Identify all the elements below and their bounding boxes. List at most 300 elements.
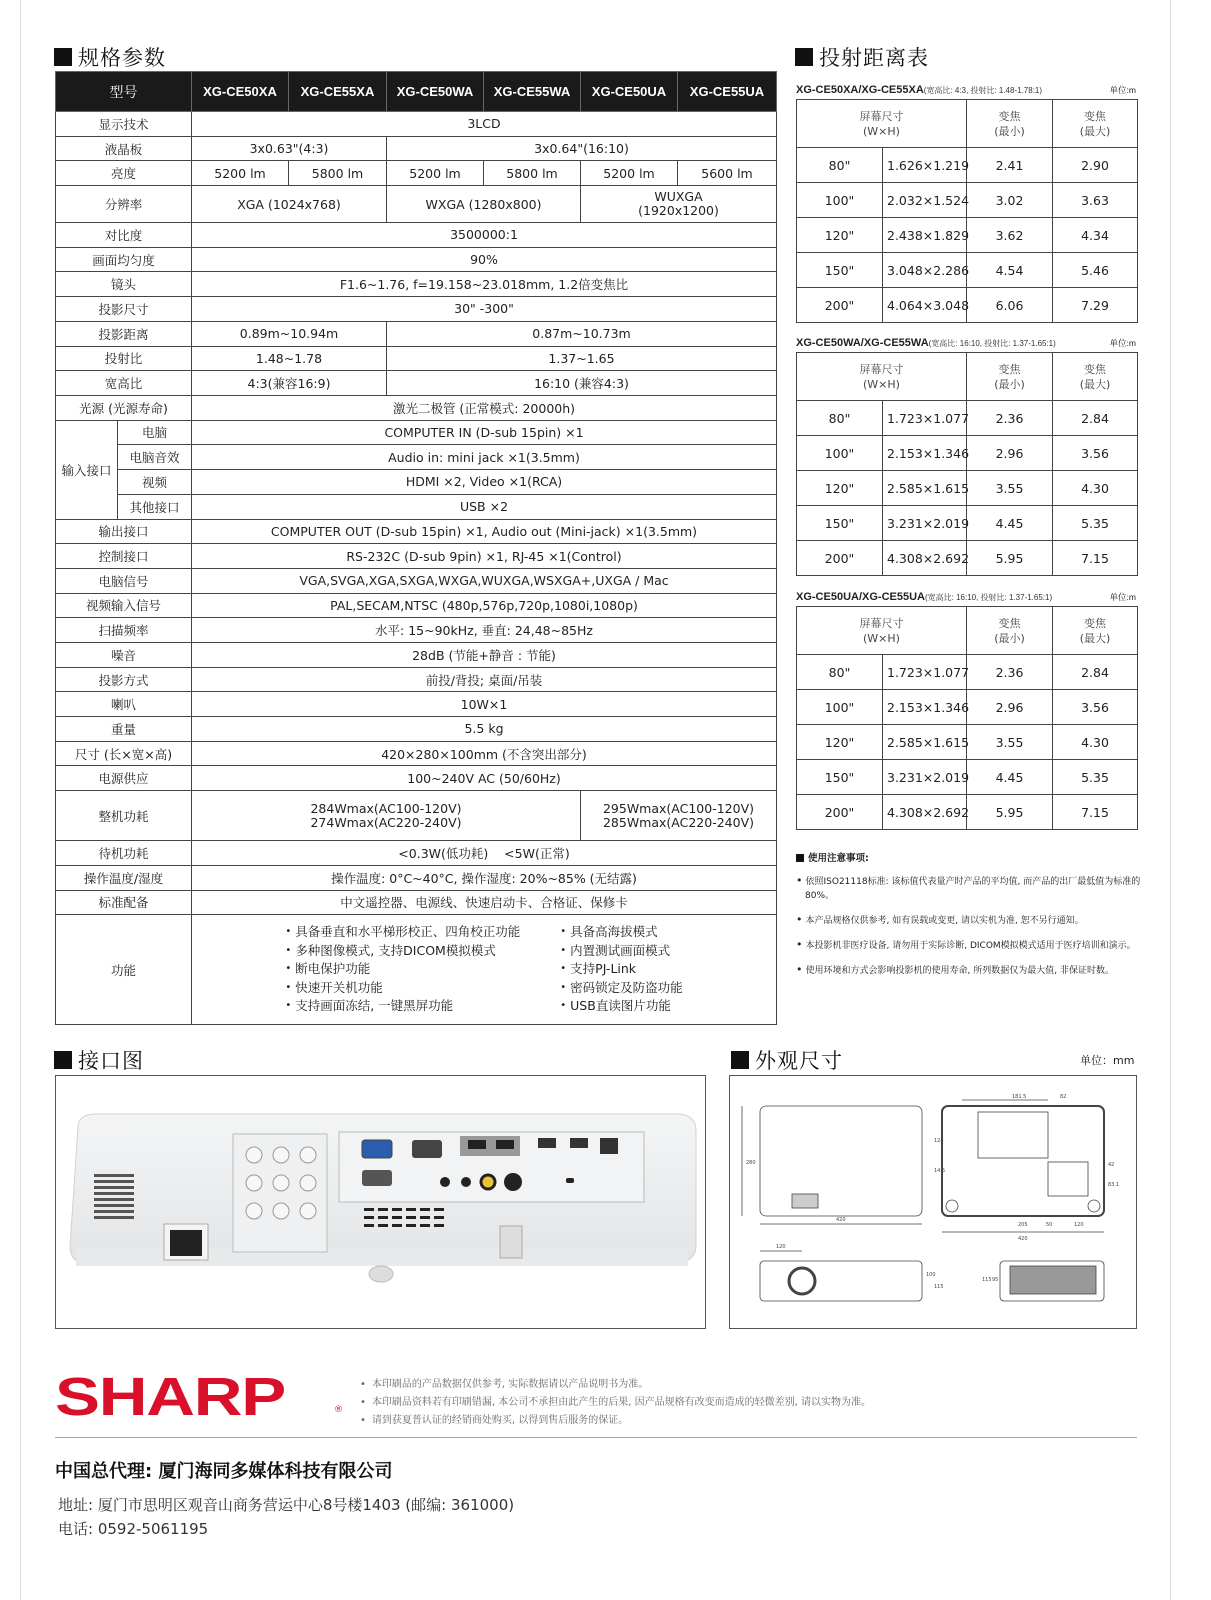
zoom-max: 5.46 [1053, 253, 1138, 288]
row-value: RS-232C (D-sub 9pin) ×1, RJ-45 ×1(Control) [192, 544, 777, 569]
dim-top-width: 420 [836, 1217, 846, 1223]
table-row [56, 321, 777, 346]
vga-out-port-icon [412, 1140, 442, 1158]
screen-inch: 200" [797, 288, 883, 323]
row-label: 尺寸 (长×宽×高) [56, 741, 192, 766]
row-value: 3x0.64"(16:10) [387, 136, 777, 161]
address: 地址: 厦门市思明区观音山商务营运中心8号楼1403 (邮编: 361000) [58, 1496, 515, 1514]
row-label: 重量 [56, 717, 192, 742]
row-value [581, 791, 777, 841]
lan-port-icon [600, 1138, 618, 1154]
row-label: 亮度 [56, 161, 192, 186]
rear-foot [500, 1226, 522, 1258]
row-value: 4:3(兼容16:9) [192, 371, 387, 396]
screen-inch: 120" [797, 725, 883, 760]
header-text: 屏幕尺寸 [859, 109, 904, 123]
row-value: 前投/背投; 桌面/吊装 [192, 667, 777, 692]
screen-inch: 150" [797, 253, 883, 288]
header-text: 变焦 [998, 616, 1021, 630]
row-label: 投影尺寸 [56, 297, 192, 322]
screen-wh: 1.626×1.219 [883, 148, 967, 183]
zoom-min: 2.96 [967, 690, 1053, 725]
row-value: 3500000:1 [192, 223, 777, 248]
power-line: 274Wmax(AC220-240V) [310, 814, 462, 830]
row-value: COMPUTER OUT (D-sub 15pin) ×1, Audio out (Mini-jack) ×1(3.5mm) [192, 519, 777, 544]
zoom-min: 2.36 [967, 401, 1053, 436]
throw-row [797, 471, 1138, 506]
zoom-min: 2.96 [967, 436, 1053, 471]
header-zoom-max [1053, 607, 1138, 655]
header-text: 变焦 [998, 109, 1021, 123]
top-view-outline [760, 1106, 922, 1216]
zoom-max: 3.56 [1053, 690, 1138, 725]
disclaimer-item: • 请到获夏普认证的经销商处购买, 以得到售后服务的保证。 [360, 1412, 871, 1430]
sharp-logo: SHARP [55, 1367, 286, 1427]
power-line: 295Wmax(AC100-120V) [602, 800, 755, 816]
dim-side-a: 124 [934, 1138, 944, 1144]
zoom-min: 6.06 [967, 288, 1053, 323]
throw-row [797, 541, 1138, 576]
input-sub-label: 其他接口 [129, 499, 180, 515]
throw-table [796, 352, 1138, 576]
zoom-max: 2.84 [1053, 401, 1138, 436]
throw-note: (宽高比: 16:10, 投射比: 1.37-1.65:1) [928, 339, 1056, 348]
zoom-max: 4.30 [1053, 725, 1138, 760]
table-row [56, 643, 777, 668]
throw-row [797, 183, 1138, 218]
row-value: USB ×2 [192, 494, 777, 519]
header-zoom-min [967, 100, 1053, 148]
header-label: 型号 [56, 72, 192, 112]
row-value: 28dB (节能+静音 : 节能) [192, 643, 777, 668]
model-header: XG-CE55XA [289, 72, 387, 112]
dim-side-d: 83.1 [1108, 1182, 1120, 1188]
dim-rear-h2: 95 [992, 1277, 999, 1283]
row-label: 液晶板 [56, 136, 192, 161]
zoom-min: 2.36 [967, 655, 1053, 690]
model-header: XG-CE50WA [387, 72, 484, 112]
screen-wh: 2.585×1.615 [883, 471, 967, 506]
feature-item: • 支持画面冻结, 一键黑屏功能 [285, 997, 520, 1016]
throw-model: XG-CE50XA/XG-CE55XA [796, 84, 924, 96]
row-value: WXGA (1280x800) [387, 186, 581, 223]
zoom-max: 3.56 [1053, 436, 1138, 471]
table-row [56, 791, 777, 841]
throw-note: (宽高比: 4:3, 投射比: 1.48-1.78:1) [923, 86, 1043, 95]
throw-row [797, 690, 1138, 725]
throw-row [797, 506, 1138, 541]
front-lens-icon [789, 1268, 815, 1294]
dimensions-diagram [729, 1075, 1137, 1329]
row-value: 3x0.63"(4:3) [192, 136, 387, 161]
table-row [56, 346, 777, 371]
throw-row [797, 436, 1138, 471]
zoom-min: 4.54 [967, 253, 1053, 288]
table-row [56, 741, 777, 766]
throw-row [797, 760, 1138, 795]
table-row [56, 544, 777, 569]
dimensions-title-text: 外观尺寸 [755, 1049, 843, 1073]
row-value: Audio in: mini jack ×1(3.5mm) [192, 445, 777, 470]
row-value: F1.6~1.76, f=19.158~23.018mm, 1.2倍变焦比 [192, 272, 777, 297]
feature-item: • 具备高海拔模式 [560, 923, 682, 942]
row-label: 喇叭 [56, 692, 192, 717]
screen-wh: 4.308×2.692 [883, 795, 967, 830]
dim-side-b: 14.5 [934, 1168, 946, 1174]
zoom-max: 4.30 [1053, 471, 1138, 506]
dimensions-section-title [731, 1045, 843, 1075]
feature-item: • 断电保护功能 [285, 960, 520, 979]
screen-inch: 80" [797, 401, 883, 436]
usb1-port-icon [538, 1138, 556, 1148]
table-row [56, 717, 777, 742]
row-value: 5800 lm [289, 161, 387, 186]
zoom-min: 4.45 [967, 760, 1053, 795]
ir-sensor-icon [504, 1173, 522, 1191]
table-row [56, 371, 777, 396]
zoom-min: 3.62 [967, 218, 1053, 253]
dim-bottom-b: 82 [1060, 1094, 1067, 1100]
table-row [56, 161, 777, 186]
note-item: • 使用环境和方式会影响投影机的使用寿命, 所列数据仅为最大值, 非保证时数。 [796, 963, 1146, 978]
row-label: 噪音 [56, 643, 192, 668]
bottom-panel [978, 1112, 1048, 1158]
note-item: • 本产品规格仅供参考, 如有误载或变更, 请以实机为准, 恕不另行通知。 [796, 913, 1146, 928]
row-label: 镜头 [56, 272, 192, 297]
zoom-max: 5.35 [1053, 506, 1138, 541]
zoom-min: 4.45 [967, 506, 1053, 541]
note-item: • 依照ISO21118标准: 该标值代表量产时产品的平均值, 而产品的出厂最低值为标准的80%。 [796, 874, 1146, 903]
throw-header-row [797, 353, 1138, 401]
throw-unit: 单位:m [1109, 85, 1136, 95]
row-value [581, 186, 777, 223]
dim-bottom-a: 181.5 [1012, 1094, 1027, 1100]
row-value: 5800 lm [484, 161, 581, 186]
square-bullet-icon [54, 1051, 72, 1069]
table-row [56, 272, 777, 297]
zoom-max: 3.63 [1053, 183, 1138, 218]
zoom-max: 2.84 [1053, 655, 1138, 690]
header-subtext: (最大) [1079, 631, 1111, 645]
table-row [56, 112, 777, 137]
zoom-max: 7.15 [1053, 795, 1138, 830]
throw-unit: 单位:m [1109, 592, 1136, 602]
model-header: XG-CE55UA [678, 72, 777, 112]
zoom-min: 5.95 [967, 541, 1053, 576]
specs-section-title [54, 42, 166, 72]
page-edge-right [1170, 0, 1171, 1600]
footer-divider [55, 1437, 1137, 1438]
row-value: 5200 lm [387, 161, 484, 186]
table-row [56, 692, 777, 717]
interface-title-text: 接口图 [78, 1049, 144, 1073]
row-label: 投射比 [56, 346, 192, 371]
disclaimer-item: • 本印刷品的产品数据仅供参考, 实际数据请以产品说明书为准。 [360, 1376, 871, 1394]
table-row [56, 568, 777, 593]
screen-inch: 100" [797, 436, 883, 471]
power-line: 284Wmax(AC100-120V) [310, 800, 462, 816]
input-sub-label: 视频 [118, 470, 191, 495]
throw-row [797, 218, 1138, 253]
header-zoom-max [1053, 100, 1138, 148]
spec-table [55, 71, 777, 1025]
header-text: 变焦 [1084, 616, 1106, 630]
throw-table [796, 606, 1138, 830]
row-value: 100~240V AC (50/60Hz) [192, 766, 777, 791]
row-group-label [56, 420, 192, 519]
row-label: 视频输入信号 [56, 593, 192, 618]
foot-icon [946, 1200, 958, 1212]
throw-row [797, 795, 1138, 830]
throw-note: (宽高比: 16:10, 投射比: 1.37-1.65:1) [924, 593, 1053, 602]
table-row [56, 593, 777, 618]
screen-wh: 1.723×1.077 [883, 655, 967, 690]
table-row [56, 766, 777, 791]
ac-power-inlet-icon [170, 1230, 202, 1256]
agent-name: 中国总代理: 厦门海同多媒体科技有限公司 [55, 1461, 393, 1482]
feature-item: • 内置测试画面模式 [560, 942, 682, 961]
disclaimers [360, 1376, 871, 1430]
zoom-max: 5.35 [1053, 760, 1138, 795]
zoom-min: 3.55 [967, 725, 1053, 760]
model-header: XG-CE55WA [484, 72, 581, 112]
row-value: 0.87m~10.73m [387, 321, 777, 346]
header-subtext: (最小) [994, 631, 1025, 645]
row-label: 功能 [56, 915, 192, 1025]
disclaimer-item: • 本印刷品资料若有印刷错漏, 本公司不承担由此产生的后果, 因产品规格有改变而造成的轻微差别, 请以实物为准。 [360, 1394, 871, 1412]
note-item: • 本投影机非医疗设备, 请勿用于实际诊断, DICOM模拟模式适用于医疗培训和演示。 [796, 938, 1146, 953]
screen-wh: 4.308×2.692 [883, 541, 967, 576]
row-label: 画面均匀度 [56, 247, 192, 272]
row-label: 投影距离 [56, 321, 192, 346]
rear-vent-icon [1010, 1266, 1096, 1294]
table-row [56, 618, 777, 643]
front-foot [369, 1266, 393, 1282]
row-value: COMPUTER IN (D-sub 15pin) ×1 [192, 420, 777, 445]
zoom-min: 3.02 [967, 183, 1053, 218]
notes-title: 使用注意事项: [796, 852, 1146, 866]
row-value: 420×280×100mm (不含突出部分) [192, 741, 777, 766]
screen-inch: 120" [797, 218, 883, 253]
dimension-drawing [730, 1076, 1137, 1329]
row-label: 操作温度/湿度 [56, 865, 192, 890]
header-subtext: (W×H) [863, 124, 900, 138]
dim-front-h2: 115 [934, 1284, 944, 1290]
row-value: 操作温度: 0°C~40°C, 操作湿度: 20%~85% (无结露) [192, 865, 777, 890]
throw-model: XG-CE50UA/XG-CE55UA [796, 591, 925, 603]
feature-item: • 多种图像模式, 支持DICOM模拟模式 [285, 942, 520, 961]
rca-video-jack-icon [481, 1175, 495, 1189]
res-ua-line2: (1920x1200) [638, 203, 719, 219]
row-value: 10W×1 [192, 692, 777, 717]
throw-row [797, 288, 1138, 323]
interface-section-title [54, 1045, 144, 1075]
res-ua-line1: WUXGA [654, 189, 703, 205]
header-subtext: (最大) [1079, 124, 1111, 138]
throw-table-caption [796, 84, 1136, 96]
audio-in-jack-icon [461, 1177, 471, 1187]
rs232-port-icon [362, 1170, 392, 1186]
header-zoom-min [967, 353, 1053, 401]
row-value: 5200 lm [581, 161, 678, 186]
screen-wh: 2.153×1.346 [883, 690, 967, 725]
row-label: 标准配备 [56, 890, 192, 915]
throw-model: XG-CE50WA/XG-CE55WA [796, 337, 929, 349]
header-text: 变焦 [1084, 362, 1106, 376]
header-screen-size [797, 607, 967, 655]
row-label: 扫描频率 [56, 618, 192, 643]
bottom-panel-2 [1048, 1162, 1088, 1196]
table-row [56, 841, 777, 866]
feature-item: • 支持PJ-Link [560, 960, 682, 979]
table-row [56, 395, 777, 420]
throw-row [797, 655, 1138, 690]
dim-bottom-c: 205 [1018, 1222, 1028, 1228]
screen-wh: 3.048×2.286 [883, 253, 967, 288]
zoom-min: 5.95 [967, 795, 1053, 830]
dim-top-depth: 280 [746, 1160, 756, 1166]
row-value: HDMI ×2, Video ×1(RCA) [192, 470, 777, 495]
feature-item: • 具备垂直和水平梯形校正、四角校正功能 [285, 923, 520, 942]
header-screen-size [797, 100, 967, 148]
row-value: <0.3W(低功耗) <5W(正常) [192, 841, 777, 866]
row-value: XGA (1024x768) [192, 186, 387, 223]
table-row [56, 186, 777, 223]
header-text: 变焦 [1084, 109, 1106, 123]
row-value: 1.37~1.65 [387, 346, 777, 371]
row-value [192, 791, 581, 841]
row-value: 5.5 kg [192, 717, 777, 742]
table-row [56, 247, 777, 272]
throw-unit: 单位:m [1109, 338, 1136, 348]
contact-info [58, 1493, 514, 1541]
row-label: 宽高比 [56, 371, 192, 396]
screen-wh: 1.723×1.077 [883, 401, 967, 436]
input-sub-label: 电脑 [118, 421, 191, 446]
table-row [56, 865, 777, 890]
usb2-port-icon [570, 1138, 588, 1148]
screen-wh: 3.231×2.019 [883, 760, 967, 795]
row-value: 16:10 (兼容4:3) [387, 371, 777, 396]
screen-wh: 3.231×2.019 [883, 506, 967, 541]
row-label: 输出接口 [56, 519, 192, 544]
row-value [192, 915, 777, 1025]
throw-title-text: 投射距离表 [819, 46, 929, 70]
screen-inch: 120" [797, 471, 883, 506]
throw-header-row [797, 100, 1138, 148]
page-edge-left [20, 0, 21, 1600]
dim-side-c: 42 [1108, 1162, 1115, 1168]
table-row [56, 136, 777, 161]
table-row [56, 667, 777, 692]
header-subtext: (W×H) [863, 631, 900, 645]
hdmi2-port-icon [496, 1140, 514, 1149]
header-subtext: (最小) [994, 124, 1025, 138]
screen-inch: 150" [797, 760, 883, 795]
dim-bottom-width: 420 [1018, 1236, 1028, 1242]
feature-item: • 快速开关机功能 [285, 979, 520, 998]
screen-inch: 100" [797, 183, 883, 218]
zoom-max: 7.29 [1053, 288, 1138, 323]
row-label: 分辨率 [56, 186, 192, 223]
screen-wh: 2.585×1.615 [883, 725, 967, 760]
throw-row [797, 148, 1138, 183]
row-value: VGA,SVGA,XGA,SXGA,WXGA,WUXGA,WSXGA+,UXGA / Mac [192, 568, 777, 593]
table-row [56, 223, 777, 248]
table-row [56, 519, 777, 544]
screen-inch: 80" [797, 655, 883, 690]
foot-icon [1088, 1200, 1100, 1212]
input-sub-label: 电脑音效 [118, 445, 191, 470]
screen-wh: 2.153×1.346 [883, 436, 967, 471]
throw-table [796, 99, 1138, 323]
throw-row [797, 401, 1138, 436]
usage-notes [796, 852, 1146, 988]
throw-table-caption [796, 591, 1136, 603]
projector-rear-image [56, 1076, 706, 1329]
model-header: XG-CE50UA [581, 72, 678, 112]
model-header: XG-CE50XA [192, 72, 289, 112]
row-label: 整机功耗 [56, 791, 192, 841]
screen-wh: 2.438×1.829 [883, 218, 967, 253]
dim-front-offset: 120 [776, 1244, 786, 1250]
row-value: 0.89m~10.94m [192, 321, 387, 346]
interface-diagram [55, 1075, 706, 1329]
row-value: PAL,SECAM,NTSC (480p,576p,720p,1080i,1080p) [192, 593, 777, 618]
dim-rear-h1: 115 [982, 1277, 992, 1283]
zoom-min: 3.55 [967, 471, 1053, 506]
inputs-group-label: 输入接口 [56, 421, 118, 519]
row-value: 5600 lm [678, 161, 777, 186]
row-label: 投影方式 [56, 667, 192, 692]
row-value: 1.48~1.78 [192, 346, 387, 371]
header-zoom-min [967, 607, 1053, 655]
feature-item: • USB直读图片功能 [560, 997, 682, 1016]
screen-inch: 80" [797, 148, 883, 183]
vga-in-port-icon [362, 1140, 392, 1158]
screen-inch: 150" [797, 506, 883, 541]
row-label: 电源供应 [56, 766, 192, 791]
screen-inch: 200" [797, 541, 883, 576]
control-buttons [246, 1147, 316, 1219]
row-value: 5200 lm [192, 161, 289, 186]
zoom-min: 2.41 [967, 148, 1053, 183]
phone: 电话: 0592-5061195 [58, 1520, 209, 1538]
square-bullet-icon [795, 48, 813, 66]
throw-row [797, 253, 1138, 288]
row-value: 激光二极管 (正常模式: 20000h) [192, 395, 777, 420]
feature-item: • 密码锁定及防盗功能 [560, 979, 682, 998]
dim-front-h1: 100 [926, 1272, 936, 1278]
dim-bottom-d: 50 [1046, 1222, 1053, 1228]
row-label: 对比度 [56, 223, 192, 248]
throw-table-caption [796, 337, 1136, 349]
row-label: 控制接口 [56, 544, 192, 569]
dimensions-unit: 单位：mm [1080, 1054, 1135, 1067]
zoom-max: 2.90 [1053, 148, 1138, 183]
hdmi1-port-icon [468, 1140, 486, 1149]
header-subtext: (最大) [1079, 377, 1111, 391]
table-row [56, 890, 777, 915]
row-value: 3LCD [192, 112, 777, 137]
dim-bottom-e: 120 [1074, 1222, 1084, 1228]
row-value: 90% [192, 247, 777, 272]
throw-row [797, 725, 1138, 760]
row-label: 待机功耗 [56, 841, 192, 866]
header-text: 变焦 [998, 362, 1021, 376]
audio-out-jack-icon [440, 1177, 450, 1187]
table-row [56, 420, 777, 445]
